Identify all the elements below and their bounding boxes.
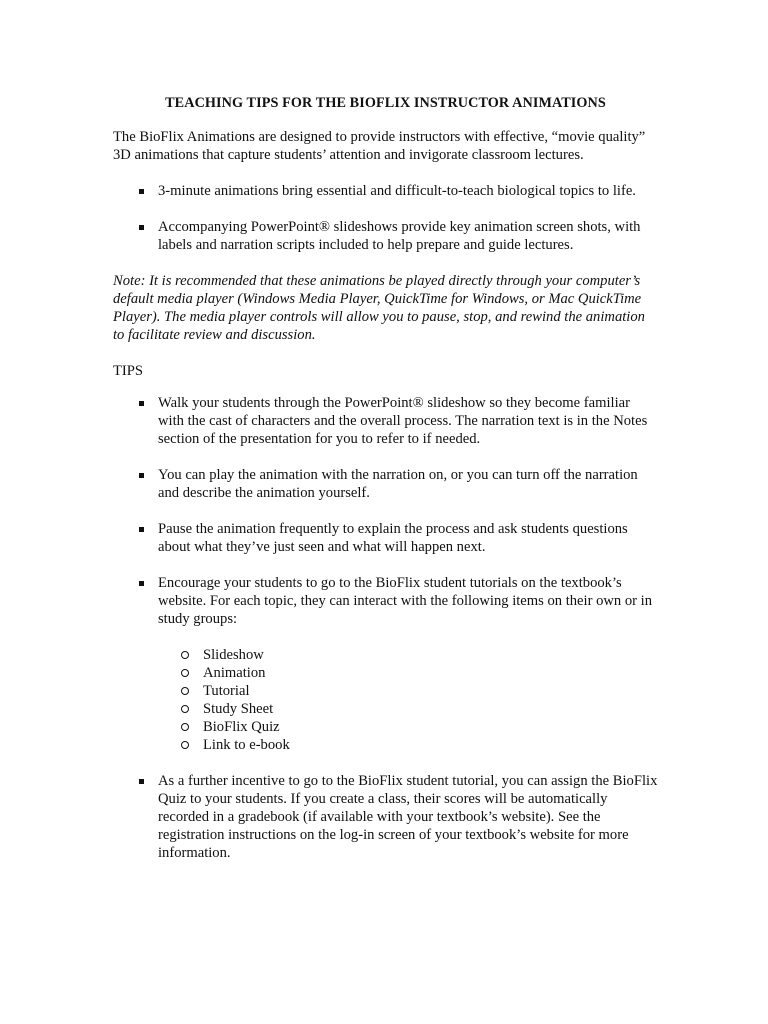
- tip-text: Encourage your students to go to the BioFlix student tutorials on the textbook’s website. For each topic, they can interact with the following items on their own or in study groups:: [158, 575, 653, 627]
- circle-bullet-icon: [181, 741, 189, 749]
- tip-item: [113, 466, 658, 502]
- study-item: [158, 646, 658, 664]
- study-item: [158, 664, 658, 682]
- circle-bullet-icon: [181, 723, 189, 731]
- circle-bullet-icon: [181, 669, 189, 677]
- study-item: [158, 736, 658, 754]
- square-bullet-icon: [139, 401, 144, 406]
- circle-bullet-icon: [181, 651, 189, 659]
- study-item-label: Tutorial: [203, 683, 250, 699]
- tip-text: As a further incentive to go to the BioFlix student tutorial, you can assign the BioFlix Quiz to your students. If you create a class, their scores will be automatically recorded in a gradebook (if available with your textbook’s website). See the registration instructions on the log-in screen of your textbook’s website for more information.: [158, 773, 658, 861]
- square-bullet-icon: [139, 581, 144, 586]
- tip-text: You can play the animation with the narration on, or you can turn off the narration and describe the animation yourself.: [158, 467, 638, 501]
- square-bullet-icon: [139, 779, 144, 784]
- feature-text: Accompanying PowerPoint® slideshows provide key animation screen shots, with labels and narration scripts included to help prepare and guide lectures.: [158, 219, 641, 253]
- tip-item: [113, 772, 658, 862]
- square-bullet-icon: [139, 473, 144, 478]
- tip-item: [113, 574, 658, 754]
- feature-item: [113, 218, 658, 254]
- study-item: [158, 718, 658, 736]
- circle-bullet-icon: [181, 687, 189, 695]
- feature-text: 3-minute animations bring essential and difficult-to-teach biological topics to life.: [158, 183, 636, 199]
- circle-bullet-icon: [181, 705, 189, 713]
- study-item: [158, 682, 658, 700]
- tips-heading: TIPS: [113, 363, 144, 379]
- tip-text: Pause the animation frequently to explain the process and ask students questions about what they’ve just seen and what will happen next.: [158, 521, 628, 555]
- feature-list: [113, 182, 658, 254]
- square-bullet-icon: [139, 527, 144, 532]
- tip-item: [113, 394, 658, 448]
- note-paragraph: Note: It is recommended that these animations be played directly through your computer’s default media player (Windows Media Player, QuickTime for Windows, or Mac QuickTime Player). The media player controls will allow you to pause, stop, and rewind the animation to facilitate review and discussion.: [113, 273, 645, 343]
- study-item-label: Study Sheet: [203, 701, 274, 717]
- study-item-label: Slideshow: [203, 647, 264, 663]
- tips-list: [113, 394, 658, 862]
- study-items-list: [158, 646, 658, 754]
- document-title: TEACHING TIPS FOR THE BIOFLIX INSTRUCTOR ANIMATIONS: [165, 95, 606, 111]
- study-item-label: Animation: [203, 665, 266, 681]
- square-bullet-icon: [139, 189, 144, 194]
- study-item: [158, 700, 658, 718]
- square-bullet-icon: [139, 225, 144, 230]
- study-item-label: BioFlix Quiz: [203, 719, 280, 735]
- tip-item: [113, 520, 658, 556]
- tip-text: Walk your students through the PowerPoint® slideshow so they become familiar with the cast of characters and the overall process. The narration text is in the Notes section of the presentation for you to refer to if needed.: [158, 395, 648, 447]
- study-item-label: Link to e-book: [203, 737, 290, 753]
- feature-item: [113, 182, 658, 200]
- intro-paragraph: The BioFlix Animations are designed to provide instructors with effective, “movie quality” 3D animations that capture students’ attention and invigorate classroom lectures.: [113, 129, 646, 163]
